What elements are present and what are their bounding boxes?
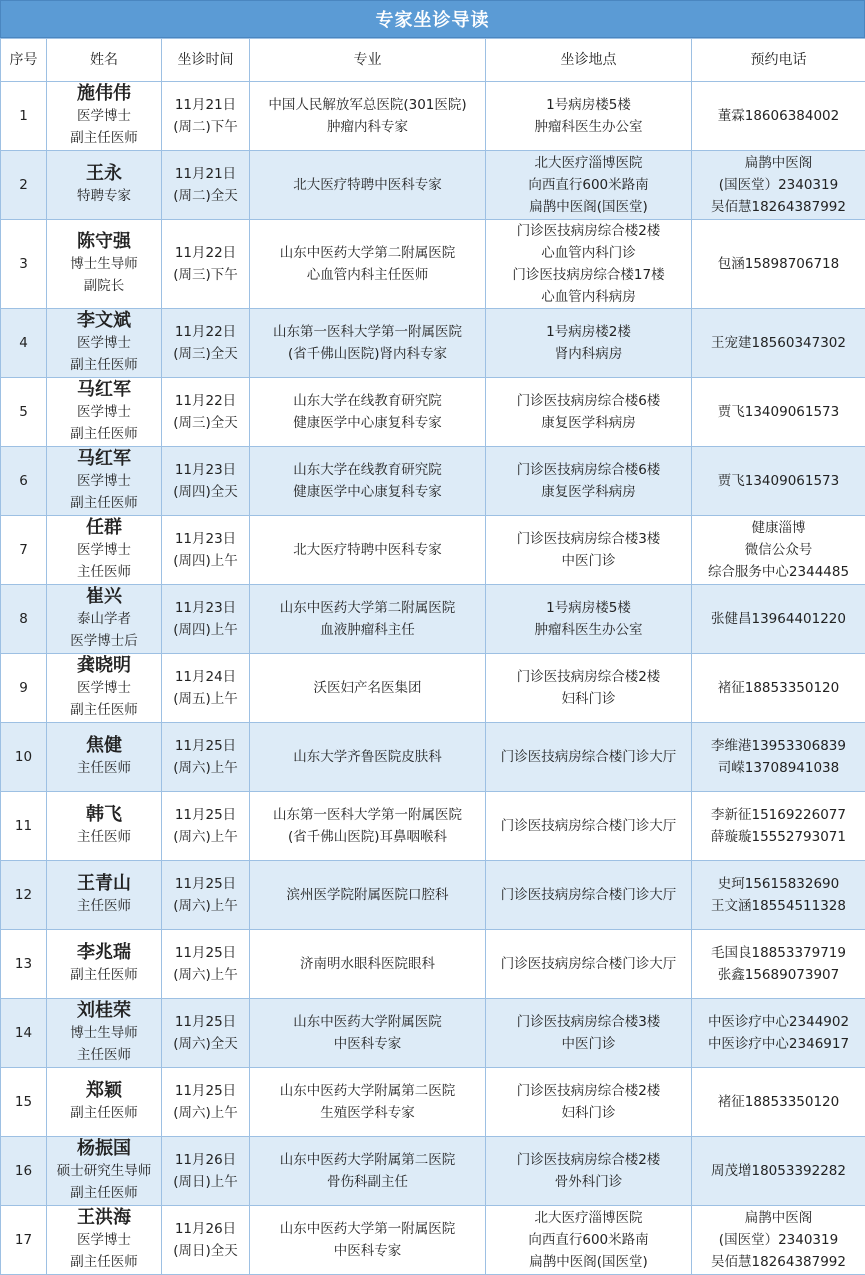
doctor-title: 主任医师 bbox=[77, 898, 131, 914]
table-row bbox=[1, 930, 865, 999]
header-phone: 预约电话 bbox=[692, 39, 865, 82]
time-line: (周二)下午 bbox=[173, 119, 238, 135]
time-line: (周日)全天 bbox=[173, 1243, 238, 1259]
table-row bbox=[1, 723, 865, 792]
doctor-title: 副主任医师 bbox=[70, 702, 138, 718]
location-line: 门诊医技病房综合楼门诊大厅 bbox=[500, 887, 677, 903]
time-line: 11月25日 bbox=[174, 1014, 237, 1030]
specialty-line: 中医科专家 bbox=[333, 1036, 402, 1052]
phone-line: 贾飞13409061573 bbox=[717, 404, 840, 420]
specialty-cell bbox=[250, 82, 486, 151]
phone-line: 王文涵18554511328 bbox=[711, 898, 846, 914]
page-title: 专家坐诊导读 bbox=[0, 0, 865, 38]
phone-cell bbox=[692, 585, 865, 654]
doctor-title: 副主任医师 bbox=[70, 130, 138, 146]
phone-line: 吴佰慧18264387992 bbox=[711, 199, 846, 215]
doctor-title: 主任医师 bbox=[77, 760, 131, 776]
specialty-cell bbox=[250, 220, 486, 309]
location-cell bbox=[486, 1137, 692, 1206]
table-row bbox=[1, 1137, 865, 1206]
doctor-title: 医学博士 bbox=[77, 404, 131, 420]
specialty-cell bbox=[250, 585, 486, 654]
phone-cell bbox=[692, 861, 865, 930]
time-cell bbox=[162, 1206, 250, 1275]
doctor-title: 医学博士 bbox=[77, 1232, 131, 1248]
location-line: 肾内科病房 bbox=[554, 346, 623, 362]
doctor-title: 博士生导师 bbox=[70, 1025, 138, 1041]
phone-cell bbox=[692, 220, 865, 309]
doctor-cell bbox=[47, 930, 162, 999]
specialty-line: 山东大学在线教育研究院 bbox=[293, 462, 442, 478]
phone-cell bbox=[692, 1206, 865, 1275]
phone-line: 微信公众号 bbox=[744, 542, 813, 558]
table-body bbox=[1, 82, 865, 1275]
doctor-title: 医学博士 bbox=[77, 335, 131, 351]
doctor-cell bbox=[47, 1206, 162, 1275]
location-line: 门诊医技病房综合楼3楼 bbox=[516, 1014, 661, 1030]
specialty-cell bbox=[250, 1206, 486, 1275]
time-cell bbox=[162, 82, 250, 151]
location-line: 门诊医技病房综合楼门诊大厅 bbox=[500, 956, 677, 972]
phone-cell bbox=[692, 930, 865, 999]
doctor-cell bbox=[47, 151, 162, 220]
phone-line: 褚征18853350120 bbox=[717, 1094, 840, 1110]
specialty-line: 骨伤科副主任 bbox=[327, 1174, 408, 1190]
row-number: 7 bbox=[1, 516, 47, 585]
location-line: 门诊医技病房综合楼6楼 bbox=[516, 393, 661, 409]
phone-line: 薛璇璇15552793071 bbox=[711, 829, 846, 845]
phone-cell bbox=[692, 1068, 865, 1137]
location-line: 门诊医技病房综合楼2楼 bbox=[516, 669, 661, 685]
phone-cell bbox=[692, 151, 865, 220]
location-line: 门诊医技病房综合楼3楼 bbox=[516, 531, 661, 547]
phone-line: 史珂15615832690 bbox=[717, 876, 840, 892]
doctor-title: 副主任医师 bbox=[70, 1254, 138, 1270]
location-cell bbox=[486, 930, 692, 999]
specialty-line: 山东中医药大学第一附属医院 bbox=[279, 1221, 456, 1237]
row-number: 9 bbox=[1, 654, 47, 723]
location-line: 1号病房楼2楼 bbox=[546, 324, 631, 340]
location-line: 康复医学科病房 bbox=[541, 415, 636, 431]
specialty-cell bbox=[250, 309, 486, 378]
location-line: 1号病房楼5楼 bbox=[546, 97, 631, 113]
location-line: 北大医疗淄博医院 bbox=[534, 1210, 643, 1226]
phone-line: 李新征15169226077 bbox=[711, 807, 846, 823]
time-line: (周六)上午 bbox=[173, 829, 238, 845]
location-cell bbox=[486, 220, 692, 309]
specialty-line: 济南明水眼科医院眼科 bbox=[300, 956, 435, 972]
doctor-name: 龚晓明 bbox=[77, 655, 131, 676]
table-row bbox=[1, 585, 865, 654]
doctor-title: 特聘专家 bbox=[77, 188, 131, 204]
time-line: (周四)上午 bbox=[173, 553, 238, 569]
table-row bbox=[1, 1206, 865, 1275]
specialty-line: 健康医学中心康复科专家 bbox=[293, 484, 442, 500]
row-number: 10 bbox=[1, 723, 47, 792]
row-number: 6 bbox=[1, 447, 47, 516]
time-line: (周六)上午 bbox=[173, 898, 238, 914]
specialty-line: 北大医疗特聘中医科专家 bbox=[293, 542, 442, 558]
phone-line: 健康淄博 bbox=[751, 520, 806, 536]
location-line: 康复医学科病房 bbox=[541, 484, 636, 500]
time-line: 11月22日 bbox=[174, 324, 237, 340]
row-number: 14 bbox=[1, 999, 47, 1068]
phone-line: 扁鹊中医阁 bbox=[744, 155, 813, 171]
row-number: 2 bbox=[1, 151, 47, 220]
time-cell bbox=[162, 309, 250, 378]
time-line: 11月21日 bbox=[174, 166, 237, 182]
location-line: 中医门诊 bbox=[561, 1036, 616, 1052]
phone-cell bbox=[692, 447, 865, 516]
table-row bbox=[1, 861, 865, 930]
doctor-name: 焦健 bbox=[86, 735, 122, 756]
doctor-title: 副主任医师 bbox=[70, 495, 138, 511]
phone-line: 司嵘13708941038 bbox=[717, 760, 840, 776]
time-line: 11月25日 bbox=[174, 807, 237, 823]
doctor-name: 崔兴 bbox=[86, 586, 122, 607]
row-number: 8 bbox=[1, 585, 47, 654]
specialty-line: 北大医疗特聘中医科专家 bbox=[293, 177, 442, 193]
specialty-line: 健康医学中心康复科专家 bbox=[293, 415, 442, 431]
location-cell bbox=[486, 82, 692, 151]
doctor-cell bbox=[47, 861, 162, 930]
time-cell bbox=[162, 585, 250, 654]
time-cell bbox=[162, 999, 250, 1068]
specialty-line: 山东中医药大学第二附属医院 bbox=[279, 245, 456, 261]
specialty-line: (省千佛山医院)肾内科专家 bbox=[287, 346, 448, 362]
location-line: 肿瘤科医生办公室 bbox=[534, 119, 643, 135]
row-number: 13 bbox=[1, 930, 47, 999]
doctor-title: 医学博士 bbox=[77, 542, 131, 558]
doctor-title: 泰山学者 bbox=[77, 611, 131, 627]
doctor-cell bbox=[47, 447, 162, 516]
doctor-cell bbox=[47, 792, 162, 861]
phone-cell bbox=[692, 723, 865, 792]
location-line: 中医门诊 bbox=[561, 553, 616, 569]
specialty-line: 山东大学在线教育研究院 bbox=[293, 393, 442, 409]
specialty-line: 山东中医药大学第二附属医院 bbox=[279, 600, 456, 616]
specialty-cell bbox=[250, 861, 486, 930]
time-cell bbox=[162, 723, 250, 792]
specialty-cell bbox=[250, 151, 486, 220]
phone-line: 董霖18606384002 bbox=[717, 108, 840, 124]
time-line: (周四)全天 bbox=[173, 484, 238, 500]
specialty-cell bbox=[250, 999, 486, 1068]
doctor-title: 医学博士 bbox=[77, 680, 131, 696]
row-number: 3 bbox=[1, 220, 47, 309]
table-row bbox=[1, 220, 865, 309]
time-line: (周二)全天 bbox=[173, 188, 238, 204]
location-line: 门诊医技病房综合楼6楼 bbox=[516, 462, 661, 478]
table-row bbox=[1, 447, 865, 516]
phone-line: 综合服务中心2344485 bbox=[707, 564, 850, 580]
time-line: 11月24日 bbox=[174, 669, 237, 685]
row-number: 11 bbox=[1, 792, 47, 861]
doctor-title: 硕士研究生导师 bbox=[56, 1163, 152, 1179]
doctor-name: 刘桂荣 bbox=[77, 1000, 131, 1021]
table-row bbox=[1, 1068, 865, 1137]
phone-cell bbox=[692, 82, 865, 151]
doctor-cell bbox=[47, 723, 162, 792]
phone-line: 中医诊疗中心2346917 bbox=[707, 1036, 850, 1052]
time-line: (周三)全天 bbox=[173, 415, 238, 431]
time-cell bbox=[162, 1068, 250, 1137]
doctor-title: 主任医师 bbox=[77, 829, 131, 845]
location-line: 妇科门诊 bbox=[561, 691, 616, 707]
phone-cell bbox=[692, 309, 865, 378]
location-cell bbox=[486, 999, 692, 1068]
location-cell bbox=[486, 1068, 692, 1137]
phone-line: 李维港13953306839 bbox=[711, 738, 846, 754]
phone-line: (国医堂）2340319 bbox=[718, 177, 839, 193]
time-line: (周四)上午 bbox=[173, 622, 238, 638]
specialty-line: 心血管内科主任医师 bbox=[306, 267, 429, 283]
location-line: 门诊医技病房综合楼2楼 bbox=[516, 1083, 661, 1099]
doctor-title: 医学博士后 bbox=[70, 633, 138, 649]
location-line: 扁鹊中医阁(国医堂) bbox=[529, 199, 648, 215]
table-row bbox=[1, 999, 865, 1068]
location-line: 向西直行600米路南 bbox=[528, 177, 649, 193]
doctor-name: 王永 bbox=[86, 163, 122, 184]
time-cell bbox=[162, 654, 250, 723]
header-number: 序号 bbox=[1, 39, 47, 82]
doctor-title: 医学博士 bbox=[77, 473, 131, 489]
doctor-name: 李文斌 bbox=[77, 310, 131, 331]
phone-line: 吴佰慧18264387992 bbox=[711, 1254, 846, 1270]
doctor-title: 副主任医师 bbox=[70, 357, 138, 373]
time-line: (周五)上午 bbox=[173, 691, 238, 707]
specialty-line: 血液肿瘤科主任 bbox=[320, 622, 415, 638]
specialty-line: 山东第一医科大学第一附属医院 bbox=[273, 807, 462, 823]
specialty-cell bbox=[250, 516, 486, 585]
time-line: 11月23日 bbox=[174, 462, 237, 478]
doctor-cell bbox=[47, 82, 162, 151]
specialty-line: 滨州医学院附属医院口腔科 bbox=[286, 887, 449, 903]
time-line: 11月21日 bbox=[174, 97, 237, 113]
doctor-cell bbox=[47, 1068, 162, 1137]
time-line: 11月25日 bbox=[174, 738, 237, 754]
location-line: 向西直行600米路南 bbox=[528, 1232, 649, 1248]
phone-line: 扁鹊中医阁 bbox=[744, 1210, 813, 1226]
location-line: 门诊医技病房综合楼门诊大厅 bbox=[500, 818, 677, 834]
doctor-name: 马红军 bbox=[77, 379, 131, 400]
specialty-cell bbox=[250, 378, 486, 447]
specialty-cell bbox=[250, 1137, 486, 1206]
time-line: 11月25日 bbox=[174, 945, 237, 961]
phone-line: 中医诊疗中心2344902 bbox=[707, 1014, 850, 1030]
doctor-title: 副主任医师 bbox=[70, 1185, 138, 1201]
doctor-name: 任群 bbox=[86, 517, 122, 538]
doctor-name: 马红军 bbox=[77, 448, 131, 469]
doctor-name: 郑颖 bbox=[86, 1080, 122, 1101]
doctor-cell bbox=[47, 516, 162, 585]
doctor-name: 韩飞 bbox=[86, 804, 122, 825]
phone-line: 张健昌13964401220 bbox=[711, 611, 846, 627]
table-row bbox=[1, 151, 865, 220]
doctor-title: 副主任医师 bbox=[70, 967, 138, 983]
specialty-line: 山东大学齐鲁医院皮肤科 bbox=[293, 749, 442, 765]
time-cell bbox=[162, 930, 250, 999]
phone-line: (国医堂）2340319 bbox=[718, 1232, 839, 1248]
doctor-title: 博士生导师 bbox=[70, 256, 138, 272]
doctor-name: 王青山 bbox=[77, 873, 131, 894]
time-cell bbox=[162, 151, 250, 220]
location-line: 门诊医技病房综合楼2楼 bbox=[516, 1152, 661, 1168]
header-specialty: 专业 bbox=[250, 39, 486, 82]
doctor-name: 陈守强 bbox=[77, 231, 131, 252]
doctor-title: 主任医师 bbox=[77, 1047, 131, 1063]
specialty-line: 中国人民解放军总医院(301医院) bbox=[268, 97, 467, 113]
time-cell bbox=[162, 220, 250, 309]
location-line: 扁鹊中医阁(国医堂) bbox=[529, 1254, 648, 1270]
doctor-cell bbox=[47, 585, 162, 654]
specialty-cell bbox=[250, 654, 486, 723]
location-cell bbox=[486, 516, 692, 585]
phone-cell bbox=[692, 1137, 865, 1206]
time-line: 11月26日 bbox=[174, 1152, 237, 1168]
phone-cell bbox=[692, 792, 865, 861]
doctor-name: 王洪海 bbox=[77, 1207, 131, 1228]
location-line: 妇科门诊 bbox=[561, 1105, 616, 1121]
row-number: 4 bbox=[1, 309, 47, 378]
doctor-name: 施伟伟 bbox=[77, 83, 131, 104]
location-line: 骨外科门诊 bbox=[554, 1174, 623, 1190]
location-cell bbox=[486, 792, 692, 861]
location-line: 门诊医技病房综合楼2楼 bbox=[516, 223, 661, 239]
location-cell bbox=[486, 309, 692, 378]
doctor-title: 主任医师 bbox=[77, 564, 131, 580]
row-number: 17 bbox=[1, 1206, 47, 1275]
time-line: (周六)全天 bbox=[173, 1036, 238, 1052]
time-line: 11月26日 bbox=[174, 1221, 237, 1237]
location-line: 心血管内科门诊 bbox=[541, 245, 636, 261]
specialty-line: 山东第一医科大学第一附属医院 bbox=[273, 324, 462, 340]
phone-cell bbox=[692, 516, 865, 585]
phone-line: 贾飞13409061573 bbox=[717, 473, 840, 489]
phone-cell bbox=[692, 999, 865, 1068]
location-line: 肿瘤科医生办公室 bbox=[534, 622, 643, 638]
phone-cell bbox=[692, 654, 865, 723]
specialty-line: 生殖医学科专家 bbox=[320, 1105, 415, 1121]
specialty-line: 山东中医药大学附属医院 bbox=[293, 1014, 442, 1030]
location-line: 北大医疗淄博医院 bbox=[534, 155, 643, 171]
location-cell bbox=[486, 723, 692, 792]
specialty-cell bbox=[250, 447, 486, 516]
specialty-line: 沃医妇产名医集团 bbox=[313, 680, 422, 696]
time-line: (周日)上午 bbox=[173, 1174, 238, 1190]
time-line: 11月25日 bbox=[174, 1083, 237, 1099]
specialty-cell bbox=[250, 723, 486, 792]
table-row bbox=[1, 792, 865, 861]
time-cell bbox=[162, 516, 250, 585]
specialty-cell bbox=[250, 930, 486, 999]
time-line: (周三)下午 bbox=[173, 267, 238, 283]
doctor-name: 李兆瑞 bbox=[77, 942, 131, 963]
specialty-cell bbox=[250, 792, 486, 861]
header-time: 坐诊时间 bbox=[162, 39, 250, 82]
time-line: 11月22日 bbox=[174, 245, 237, 261]
row-number: 12 bbox=[1, 861, 47, 930]
table-row bbox=[1, 82, 865, 151]
time-line: (周六)上午 bbox=[173, 967, 238, 983]
location-cell bbox=[486, 585, 692, 654]
time-cell bbox=[162, 861, 250, 930]
specialty-cell bbox=[250, 1068, 486, 1137]
specialty-line: 山东中医药大学附属第二医院 bbox=[279, 1083, 456, 1099]
time-cell bbox=[162, 1137, 250, 1206]
location-line: 1号病房楼5楼 bbox=[546, 600, 631, 616]
doctor-cell bbox=[47, 220, 162, 309]
specialty-line: 中医科专家 bbox=[333, 1243, 402, 1259]
location-cell bbox=[486, 861, 692, 930]
doctor-cell bbox=[47, 1137, 162, 1206]
doctor-title: 副主任医师 bbox=[70, 1105, 138, 1121]
doctor-cell bbox=[47, 999, 162, 1068]
specialty-line: 肿瘤内科专家 bbox=[327, 119, 408, 135]
header-location: 坐诊地点 bbox=[486, 39, 692, 82]
location-line: 心血管内科病房 bbox=[541, 289, 636, 305]
phone-line: 包涵15898706718 bbox=[717, 256, 840, 272]
row-number: 15 bbox=[1, 1068, 47, 1137]
time-line: 11月23日 bbox=[174, 531, 237, 547]
row-number: 1 bbox=[1, 82, 47, 151]
phone-cell bbox=[692, 378, 865, 447]
phone-line: 周茂增18053392282 bbox=[711, 1163, 846, 1179]
time-cell bbox=[162, 792, 250, 861]
doctor-title: 副院长 bbox=[83, 278, 125, 294]
location-cell bbox=[486, 151, 692, 220]
time-cell bbox=[162, 447, 250, 516]
phone-line: 毛国良18853379719 bbox=[711, 945, 846, 961]
doctor-title: 医学博士 bbox=[77, 108, 131, 124]
doctor-title: 副主任医师 bbox=[70, 426, 138, 442]
time-line: (周六)上午 bbox=[173, 1105, 238, 1121]
time-line: 11月22日 bbox=[174, 393, 237, 409]
header-name: 姓名 bbox=[47, 39, 162, 82]
table-row bbox=[1, 378, 865, 447]
time-line: (周六)上午 bbox=[173, 760, 238, 776]
table-header-row bbox=[1, 39, 865, 82]
time-cell bbox=[162, 378, 250, 447]
doctor-name: 杨振国 bbox=[77, 1138, 131, 1159]
table-row bbox=[1, 516, 865, 585]
schedule-table bbox=[0, 38, 865, 1275]
location-line: 门诊医技病房综合楼门诊大厅 bbox=[500, 749, 677, 765]
specialty-line: (省千佛山医院)耳鼻咽喉科 bbox=[287, 829, 448, 845]
row-number: 5 bbox=[1, 378, 47, 447]
phone-line: 褚征18853350120 bbox=[717, 680, 840, 696]
phone-line: 张鑫15689073907 bbox=[717, 967, 840, 983]
location-line: 门诊医技病房综合楼17楼 bbox=[512, 267, 665, 283]
time-line: 11月25日 bbox=[174, 876, 237, 892]
location-cell bbox=[486, 654, 692, 723]
table-row bbox=[1, 654, 865, 723]
specialty-line: 山东中医药大学附属第二医院 bbox=[279, 1152, 456, 1168]
doctor-cell bbox=[47, 378, 162, 447]
location-cell bbox=[486, 1206, 692, 1275]
location-cell bbox=[486, 378, 692, 447]
location-cell bbox=[486, 447, 692, 516]
phone-line: 王宠建18560347302 bbox=[711, 335, 846, 351]
time-line: (周三)全天 bbox=[173, 346, 238, 362]
doctor-cell bbox=[47, 654, 162, 723]
doctor-cell bbox=[47, 309, 162, 378]
row-number: 16 bbox=[1, 1137, 47, 1206]
table-row bbox=[1, 309, 865, 378]
time-line: 11月23日 bbox=[174, 600, 237, 616]
